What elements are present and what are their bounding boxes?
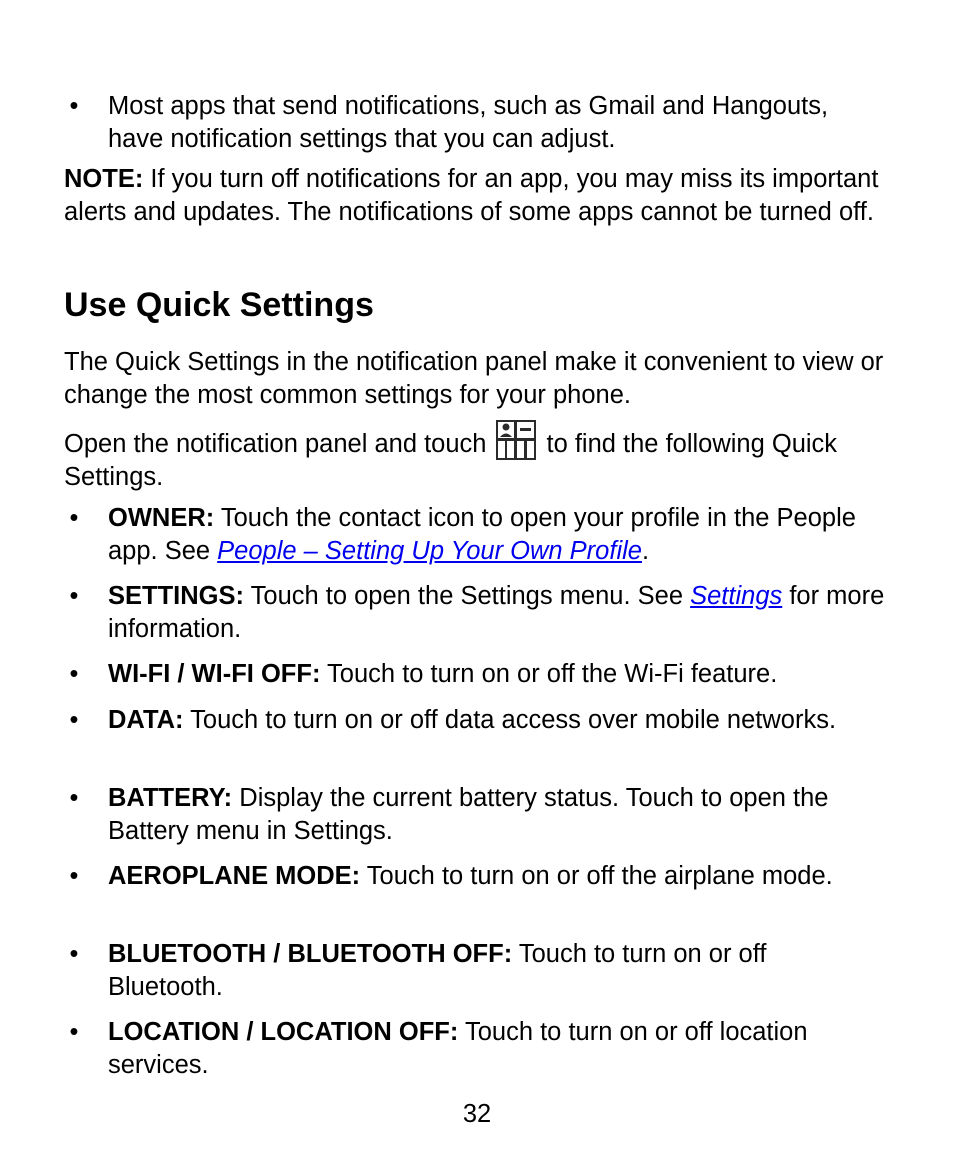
people-profile-link[interactable]: People – Setting Up Your Own Profile [217, 537, 642, 565]
item-text: Touch the contact icon to open your profile in the People app. See [108, 504, 856, 565]
note-text: If you turn off notifications for an app, you may miss its important alerts and updates. The notifications of some apps cannot be turned off. [64, 165, 879, 226]
bullet-icon: • [69, 784, 79, 812]
item-text: Touch to turn on or off location services. [108, 1018, 808, 1079]
note-paragraph [64, 163, 884, 229]
note-label: NOTE: [64, 165, 144, 193]
page-number: 32 [462, 1100, 492, 1128]
bullet-icon: • [69, 1018, 79, 1046]
item-text: Touch to open the Settings menu. See [244, 582, 691, 610]
item-label: SETTINGS: [108, 582, 245, 610]
item-text: Display the current battery status. Touch to open the Battery menu in Settings. [108, 784, 829, 845]
item-text: Touch to turn on or off Bluetooth. [108, 940, 767, 1001]
item-text: Touch to turn on or off data access over mobile networks. [183, 706, 837, 734]
item-label: AEROPLANE MODE: [108, 862, 361, 890]
item-label: DATA: [108, 706, 184, 734]
item-label: LOCATION / LOCATION OFF: [108, 1018, 459, 1046]
bullet-icon: • [69, 504, 79, 532]
bullet-icon: • [69, 706, 79, 734]
item-text: Touch to turn on or off the airplane mode. [360, 862, 833, 890]
item-label: OWNER: [108, 504, 215, 532]
bullet-icon: • [69, 862, 79, 890]
bullet-icon: • [69, 582, 79, 610]
instruction-text-before: Open the notification panel and touch [64, 430, 487, 458]
item-text: Touch to turn on or off the Wi-Fi feature. [320, 660, 778, 688]
quick-settings-icon [496, 420, 536, 460]
item-text-after: . [641, 537, 650, 565]
bullet-icon: • [69, 92, 79, 120]
item-label: BLUETOOTH / BLUETOOTH OFF: [108, 940, 513, 968]
settings-link[interactable]: Settings [690, 582, 783, 610]
intro-paragraph: The Quick Settings in the notification panel make it convenient to view or change the most common settings for your phone. [64, 348, 884, 409]
instruction-text-after: to find the following Quick Settings. [64, 430, 838, 491]
section-heading: Use Quick Settings [64, 286, 374, 324]
item-label: BATTERY: [108, 784, 233, 812]
instruction-paragraph [64, 420, 884, 494]
bullet-icon: • [69, 660, 79, 688]
bullet-icon: • [69, 940, 79, 968]
item-text-after: for more information. [108, 582, 885, 643]
bullet-text: Most apps that send notifications, such as Gmail and Hangouts, have notification settings that you can adjust. [108, 92, 829, 153]
item-label: WI-FI / WI-FI OFF: [108, 660, 321, 688]
